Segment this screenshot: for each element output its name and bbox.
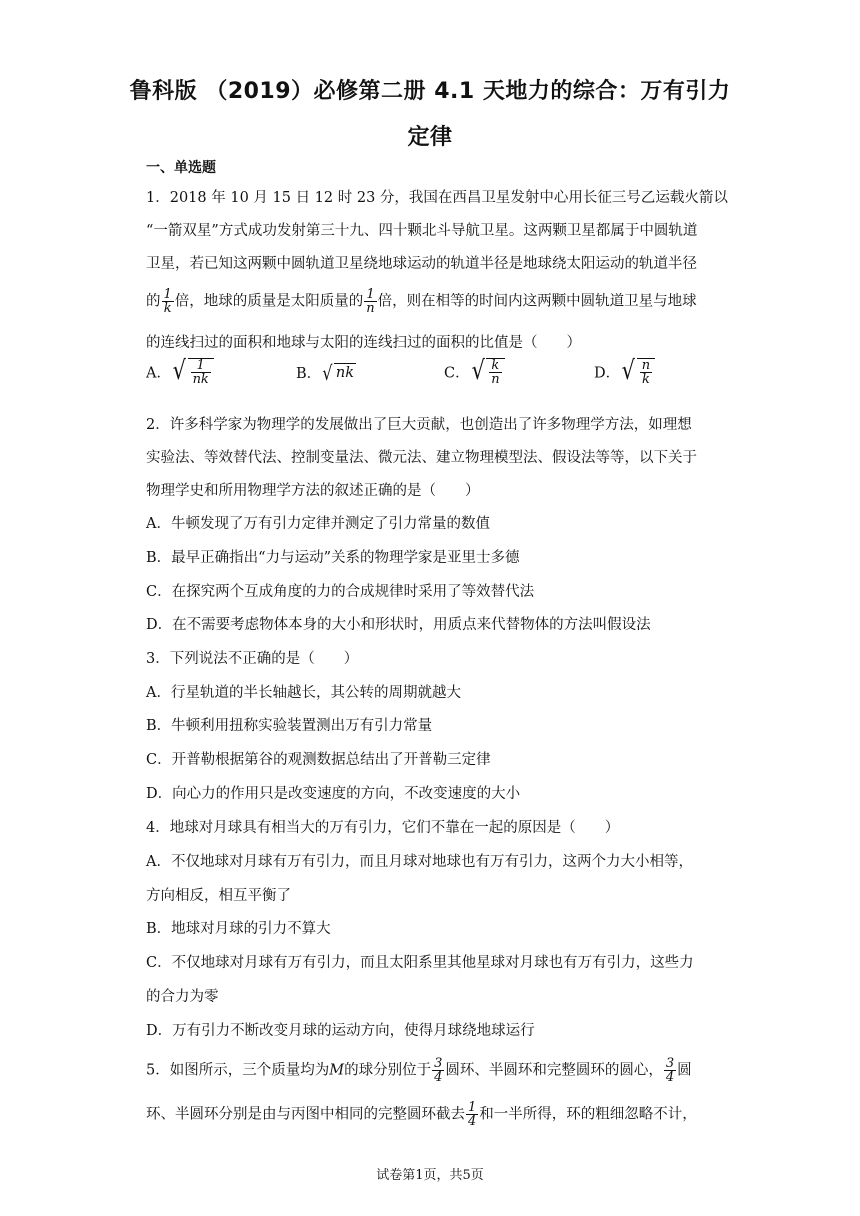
option-label: C．	[444, 365, 470, 382]
frac-numerator: k	[489, 359, 501, 373]
q5-text: 圆环、半圆环和完整圆环的圆心，	[445, 1062, 663, 1079]
frac-denominator: k	[163, 301, 172, 316]
document-title-line2: 定律	[407, 125, 453, 150]
q1-option-d[interactable]	[594, 358, 655, 386]
sqrt-icon: √ $\frac{k}{n}$	[470, 358, 505, 386]
fraction-3-over-4	[664, 1057, 676, 1084]
q1-line-5: 的连线扫过的面积和地球与太阳的连线扫过的面积的比值是（ ）	[146, 335, 581, 351]
option-label: A．	[146, 365, 171, 382]
document-title-line1: 鲁科版 （2019）必修第二册 4.1 天地力的综合：万有引力	[129, 79, 731, 104]
q1-text: 倍，地球的质量是太阳质量的	[174, 293, 364, 310]
q3-option-c[interactable]: C．开普勒根据第谷的观测数据总结出了开普勒三定律	[146, 752, 491, 768]
q5-text: 和一半所得，环的粗细忽略不计，	[479, 1106, 697, 1123]
frac-denominator: n	[366, 301, 375, 316]
q3-option-b[interactable]: B．牛顿利用扭称实验装置测出万有引力常量	[146, 718, 433, 734]
fraction-3-over-4	[432, 1057, 444, 1084]
fraction-1-over-n	[364, 288, 376, 315]
q4-option-b[interactable]: B．地球对月球的引力不算大	[146, 921, 331, 937]
q1-line-1: 1．2018 年 10 月 15 日 12 时 23 分，我国在西昌卫星发射中心用长征三号乙运载火箭以	[146, 190, 728, 206]
q3-option-d[interactable]: D．向心力的作用只是改变速度的方向，不改变速度的大小	[146, 786, 521, 802]
q2-line-1: 2．许多科学家为物理学的发展做出了巨大贡献，也创造出了许多物理学方法，如理想	[146, 417, 692, 433]
q2-line-3: 物理学史和所用物理学方法的叙述正确的是（ ）	[146, 483, 480, 499]
q4-option-c-line-2[interactable]: 的合力为零	[146, 989, 219, 1005]
sqrt-icon: √ $\frac{n}{k}$	[620, 358, 655, 386]
q5-text: 环、半圆环分别是由与丙图中相同的完整圆环截去	[146, 1106, 465, 1123]
frac-denominator: 4	[434, 1070, 443, 1085]
q5-text: 5．如图所示，三个质量均为	[146, 1062, 330, 1079]
fraction	[191, 359, 211, 386]
q5-line-1	[146, 1057, 692, 1084]
section-heading: 一、单选题	[146, 160, 216, 176]
q1-option-a[interactable]	[146, 358, 214, 386]
sqrt-icon: √ nk	[322, 360, 355, 385]
frac-numerator: n	[641, 358, 651, 373]
q4-line-1: 4．地球对月球具有相当大的万有引力，它们不靠在一起的原因是（ ）	[146, 820, 620, 836]
q5-line-2	[146, 1101, 697, 1128]
frac-numerator: 1	[468, 1100, 477, 1115]
q3-line-1: 3．下列说法不正确的是（ ）	[146, 651, 359, 667]
q2-option-b[interactable]: B．最早正确指出“力与运动”关系的物理学家是亚里士多德	[146, 550, 520, 566]
q1-line-3: 卫星，若已知这两颗中圆轨道卫星绕地球运动的轨道半径是地球绕太阳运动的轨道半径	[146, 256, 697, 272]
frac-numerator: 3	[665, 1056, 675, 1071]
q4-option-a-line-1[interactable]: A．不仅地球对月球有万有引力，而且月球对地球也有万有引力，这两个力大小相等，	[146, 854, 693, 870]
q2-option-c[interactable]: C．在探究两个互成角度的力的合成规律时采用了等效替代法	[146, 584, 535, 600]
option-label: D．	[594, 365, 621, 382]
frac-numerator: 1	[191, 359, 211, 373]
q2-line-2: 实验法、等效替代法、控制变量法、微元法、建立物理模型法、假设法等等，以下关于	[146, 450, 697, 466]
q3-option-a[interactable]: A．行星轨道的半长轴越长，其公转的周期就越大	[146, 685, 461, 701]
fraction	[489, 359, 501, 386]
q2-option-a[interactable]: A．牛顿发现了万有引力定律并测定了引力常量的数值	[146, 516, 490, 532]
option-label: B．	[296, 366, 322, 382]
fraction-1-over-4	[466, 1101, 478, 1128]
q1-line-2: “一箭双星”方式成功发射第三十九、四十颗北斗导航卫星。这两颗卫星都属于中圆轨道	[146, 223, 698, 239]
variable-m: M	[329, 1062, 345, 1079]
page-footer: 试卷第1页，共5页	[376, 1168, 484, 1183]
frac-denominator: n	[491, 372, 500, 387]
q1-text: 倍，则在相等的时间内这两颗中圆轨道卫星与地球	[377, 293, 697, 310]
frac-denominator: 4	[468, 1114, 477, 1129]
q5-text: 圆	[677, 1062, 692, 1079]
frac-denominator: 4	[665, 1070, 675, 1085]
fraction-1-over-k	[162, 288, 174, 315]
frac-numerator: 3	[434, 1056, 443, 1071]
q1-option-c[interactable]	[444, 358, 505, 386]
q1-option-b[interactable]	[296, 362, 356, 383]
frac-numerator: 1	[364, 288, 376, 302]
q1-text: 的	[146, 293, 161, 310]
q4-option-a-line-2[interactable]: 方向相反，相互平衡了	[146, 888, 291, 904]
q5-text: 的球分别位于	[344, 1062, 432, 1079]
radicand: nk	[334, 363, 356, 383]
sqrt-icon: √ $\frac{1}{nk}$	[171, 358, 214, 386]
q1-line-4	[146, 288, 697, 315]
frac-denominator: k	[641, 372, 650, 387]
q4-option-d[interactable]: D．万有引力不断改变月球的运动方向，使得月球绕地球运行	[146, 1023, 535, 1039]
fraction	[640, 359, 652, 386]
q4-option-c-line-1[interactable]: C．不仅地球对月球有万有引力，而且太阳系里其他星球对月球也有万有引力，这些力	[146, 955, 694, 971]
frac-denominator: nk	[192, 372, 209, 387]
q2-option-d[interactable]: D．在不需要考虑物体本身的大小和形状时，用质点来代替物体的方法叫假设法	[146, 617, 651, 633]
frac-numerator: 1	[163, 287, 172, 302]
